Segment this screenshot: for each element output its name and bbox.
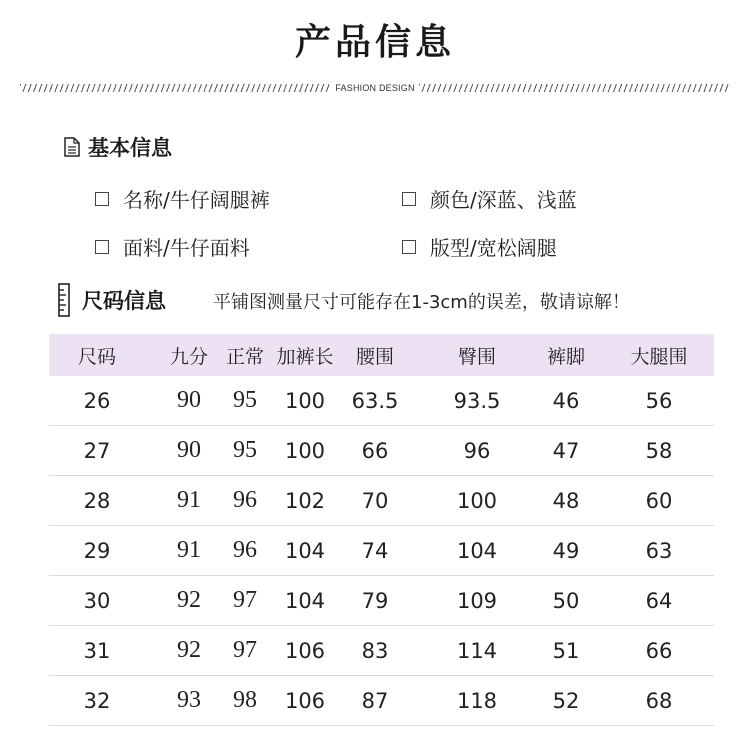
table-cell: 79 [361, 588, 389, 613]
table-row [49, 376, 714, 426]
column-header: 大腿围 [630, 345, 688, 368]
table-cell: 63 [645, 538, 673, 563]
table-cell: 104 [284, 538, 326, 563]
attr-fabric [95, 232, 250, 261]
size-table-body [49, 376, 714, 726]
table-cell: 118 [456, 688, 498, 713]
table-cell: 91 [177, 487, 201, 513]
divider-right [419, 84, 730, 92]
table-cell: 60 [645, 488, 673, 513]
column-header: 九分 [169, 345, 208, 368]
table-cell: 46 [552, 388, 580, 413]
table-cell: 70 [361, 488, 389, 513]
table-cell: 96 [463, 438, 491, 463]
table-cell: 106 [284, 638, 326, 663]
table-cell: 49 [552, 538, 580, 563]
document-icon [64, 137, 80, 157]
table-cell: 68 [645, 688, 673, 713]
page-title: 产品信息 [294, 22, 455, 63]
table-cell: 96 [233, 487, 257, 513]
ruler-icon [58, 283, 72, 317]
table-cell: 96 [233, 537, 257, 563]
table-cell: 29 [83, 538, 111, 563]
table-cell: 100 [284, 438, 326, 463]
attr-name [95, 184, 270, 213]
attr-fabric-label: 面料/牛仔面料 [123, 236, 250, 260]
table-cell: 90 [177, 437, 201, 463]
table-cell: 102 [284, 488, 326, 513]
attr-fit-label: 版型/宽松阔腿 [430, 236, 557, 260]
table-cell: 28 [83, 488, 111, 513]
table-cell: 66 [361, 438, 389, 463]
table-cell: 31 [83, 638, 111, 663]
table-cell: 97 [233, 637, 257, 663]
column-header: 正常 [225, 345, 264, 368]
table-cell: 56 [645, 388, 673, 413]
table-cell: 27 [83, 438, 111, 463]
table-cell: 95 [233, 387, 257, 413]
table-cell: 66 [645, 638, 673, 663]
table-cell: 74 [361, 538, 389, 563]
column-header: 尺码 [77, 345, 116, 368]
size-info-heading [58, 283, 166, 317]
table-cell: 104 [284, 588, 326, 613]
table-cell: 48 [552, 488, 580, 513]
table-row [49, 526, 714, 576]
measurement-note: 平铺图测量尺寸可能存在1-3cm的误差，敬请谅解！ [213, 292, 630, 313]
table-cell: 83 [361, 638, 389, 663]
table-cell: 63.5 [351, 388, 399, 413]
table-cell: 52 [552, 688, 580, 713]
column-header: 腰围 [355, 345, 394, 368]
table-cell: 104 [456, 538, 498, 563]
table-cell: 26 [83, 388, 111, 413]
table-cell: 64 [645, 588, 673, 613]
checkbox-icon [95, 192, 109, 206]
checkbox-icon [402, 192, 416, 206]
attr-name-label: 名称/牛仔阔腿裤 [123, 188, 270, 212]
table-cell: 51 [552, 638, 580, 663]
checkbox-icon [95, 240, 109, 254]
table-row [49, 676, 714, 726]
column-header: 加裤长 [276, 345, 334, 368]
column-header: 裤脚 [546, 345, 585, 368]
table-cell: 87 [361, 688, 389, 713]
size-info-title: 尺码信息 [82, 289, 166, 313]
table-cell: 47 [552, 438, 580, 463]
table-row [49, 576, 714, 626]
table-cell: 92 [177, 637, 201, 663]
table-cell: 97 [233, 587, 257, 613]
section-divider [20, 80, 730, 96]
table-cell: 58 [645, 438, 673, 463]
column-header: 臀围 [457, 345, 496, 368]
table-row [49, 626, 714, 676]
checkbox-icon [402, 240, 416, 254]
table-cell: 100 [456, 488, 498, 513]
table-cell: 92 [177, 587, 201, 613]
table-cell: 109 [456, 588, 498, 613]
table-cell: 106 [284, 688, 326, 713]
table-row [49, 476, 714, 526]
table-row [49, 426, 714, 476]
attr-color-label: 颜色/深蓝、浅蓝 [430, 188, 577, 212]
table-cell: 90 [177, 387, 201, 413]
table-cell: 98 [233, 687, 257, 713]
table-cell: 30 [83, 588, 111, 613]
attr-fit [402, 232, 557, 261]
table-cell: 100 [284, 388, 326, 413]
attr-color [402, 184, 577, 213]
table-cell: 91 [177, 537, 201, 563]
table-cell: 93.5 [453, 388, 501, 413]
fashion-design-label: FASHION DESIGN [335, 83, 415, 93]
table-cell: 32 [83, 688, 111, 713]
size-table-header [49, 334, 714, 376]
size-table [49, 334, 714, 726]
table-cell: 93 [177, 687, 201, 713]
table-cell: 50 [552, 588, 580, 613]
divider-left [20, 84, 331, 92]
table-cell: 114 [456, 638, 498, 663]
basic-info-title: 基本信息 [88, 136, 172, 160]
basic-info-heading [64, 132, 172, 162]
table-cell: 95 [233, 437, 257, 463]
